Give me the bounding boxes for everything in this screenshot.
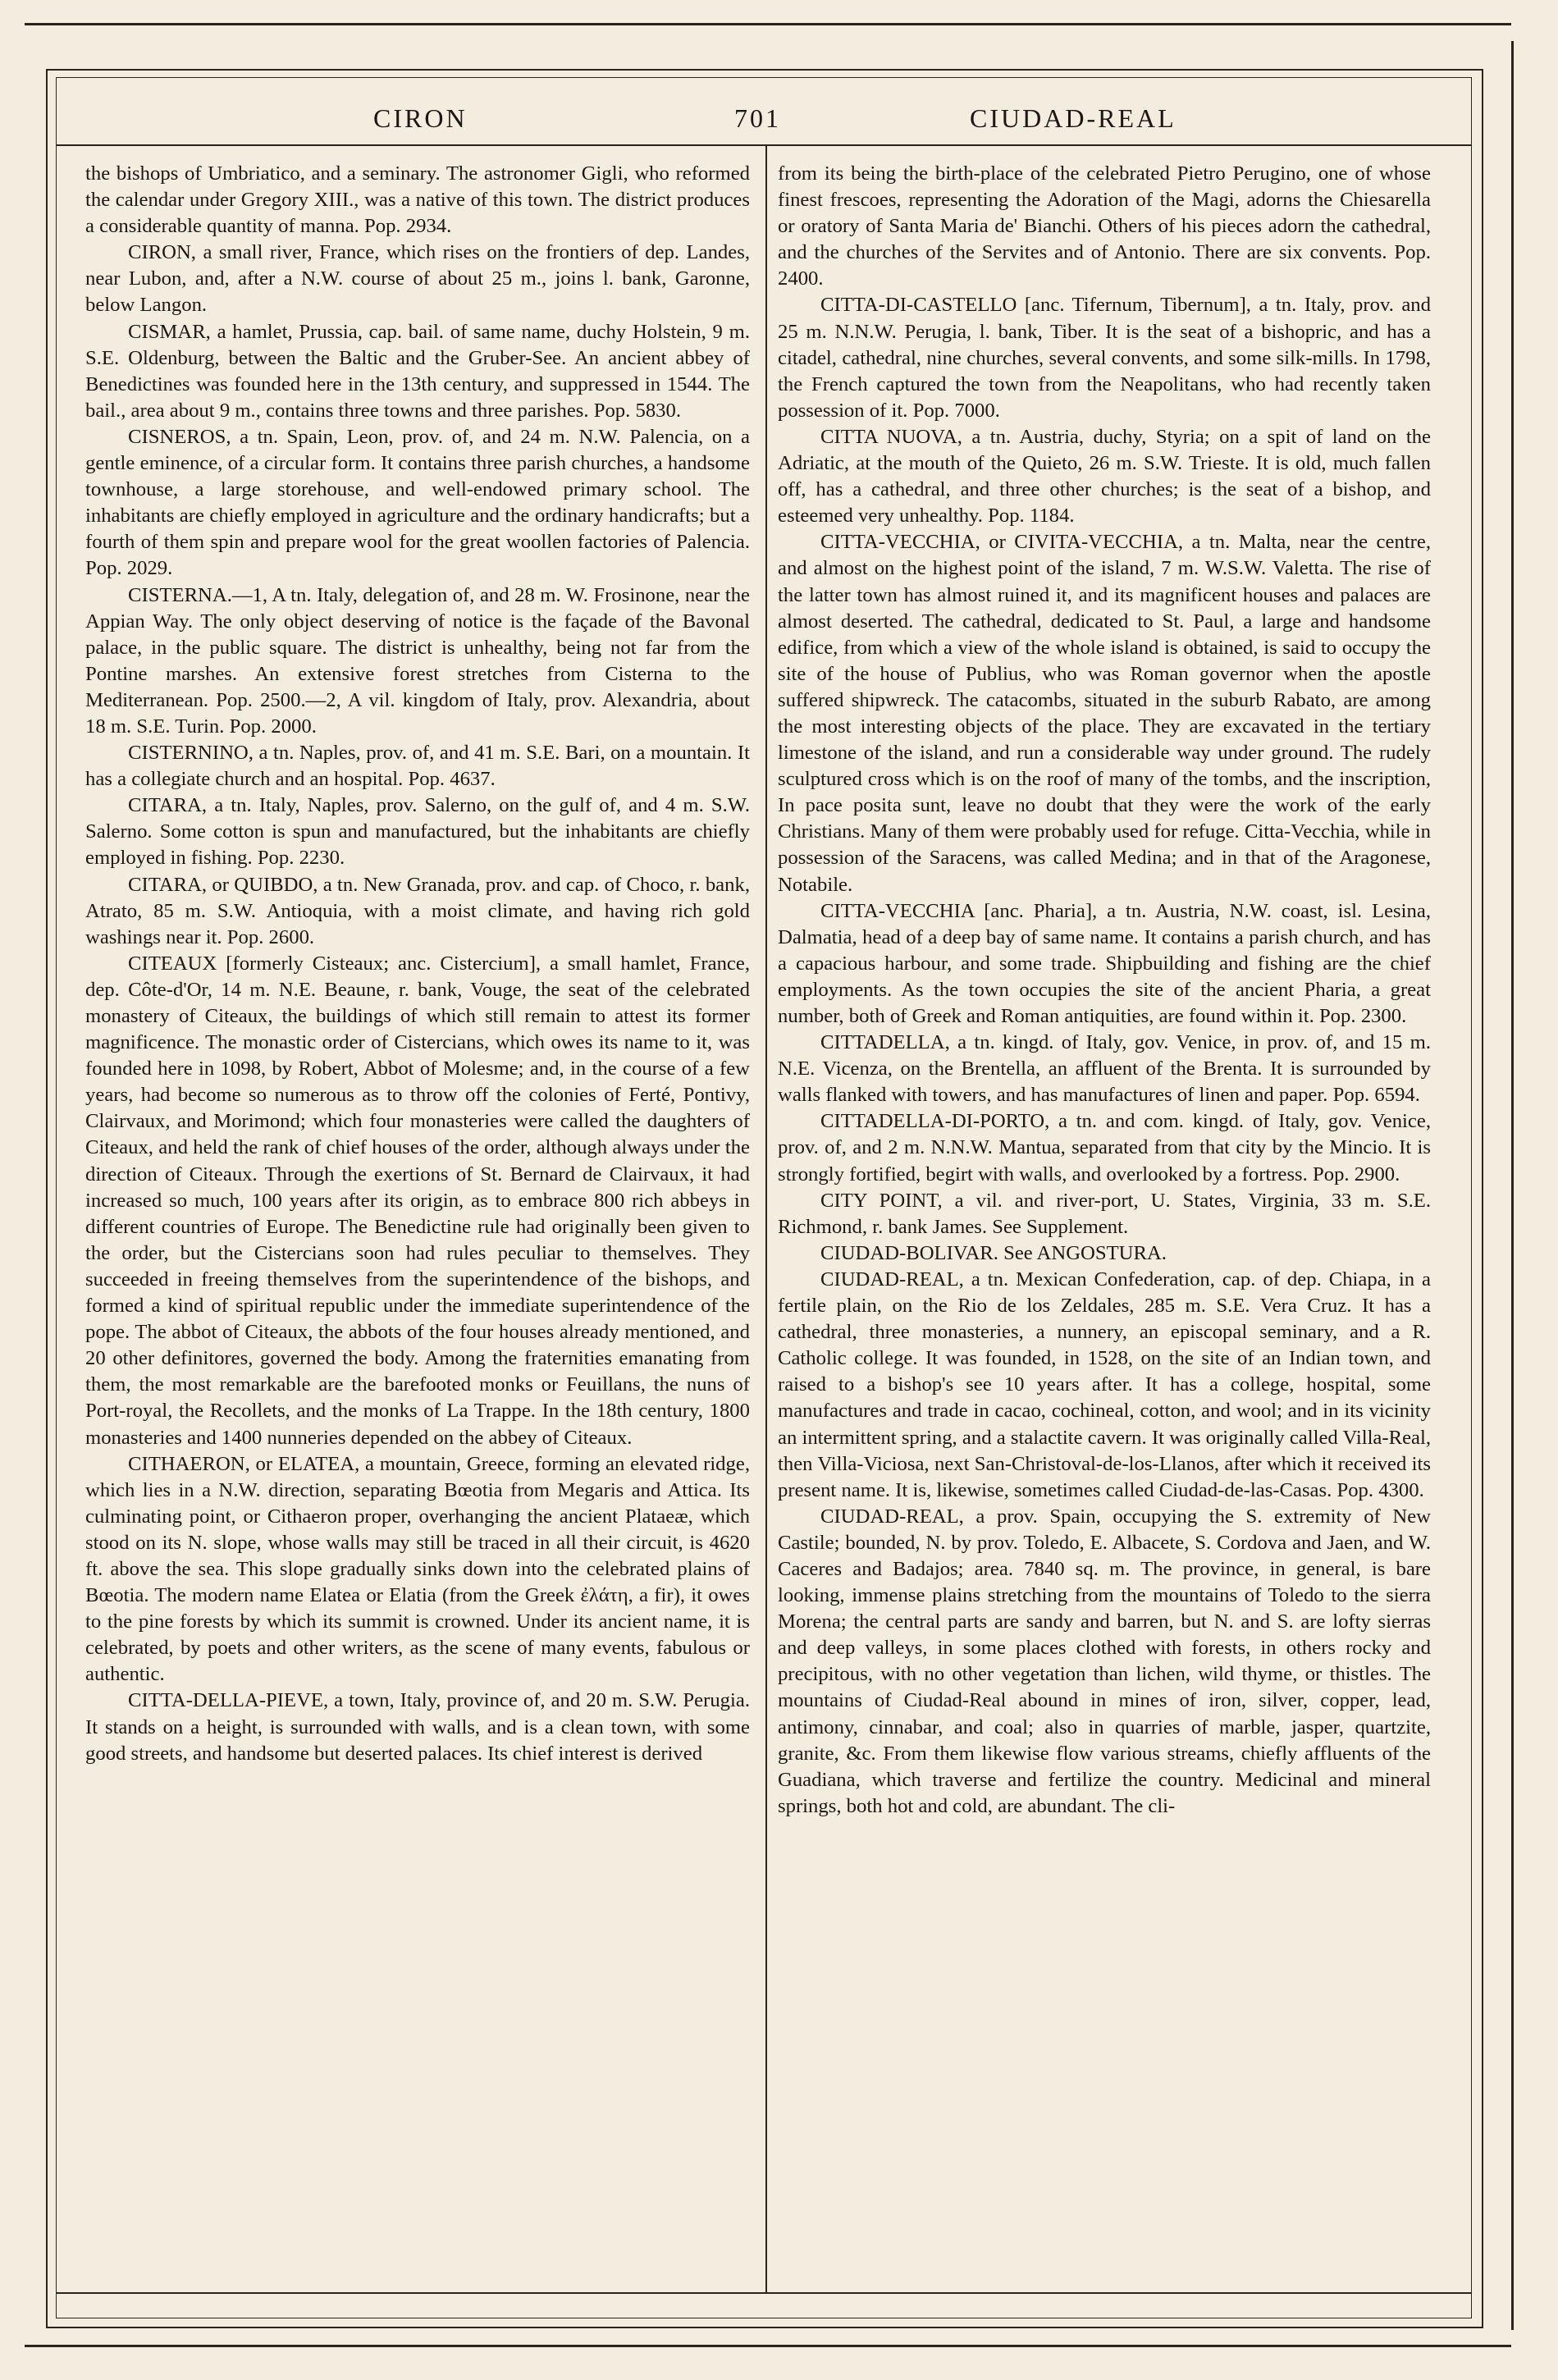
entry-ciudad-real-spain: CIUDAD-REAL, a prov. Spain, occupying the S. extremity of New Castile; bounded, N. by prov. Toledo, E. Albacete, S. Cordova and Jaen, and W. Caceres and Badajos; area. 7840 sq. m. The province, in general, is bare looking, immense plains stretching from the mountains of Toledo to the sierra Morena; the central parts are sandy and barren, but N. and S. are lofty sierras and deep valleys, in some places clothed with forests, in others rocky and precipitous, with no other vegetation than lichen, wild thyme, or thistles. The mountains of Ciudad-Real abound in mines of iron, silver, copper, lead, antimony, cinnabar, and coal; also in quarries of marble, jasper, quartzite, granite, &c. From them likewise flow various streams, chiefly affluents of the Guadiana, which traverse and fertilize the country. Medicinal and mineral springs, both hot and cold, are abundant. The cli-: [778, 1505, 1431, 1817]
entry-citta-vecchia-malta: CITTA-VECCHIA, or CIVITA-VECCHIA, a tn. Malta, near the centre, and almost on the highest point of the island, 7 m. W.S.W. Valetta. The rise of the latter town has almost ruined it, and its magnificent houses and palaces are almost deserted. The cathedral, dedicated to St. Paul, a large and handsome edifice, from which a view of the whole island is obtained, is said to occupy the site of the house of Publius, who was Roman governor when the apostle suffered shipwreck. The catacombs, situated in the suburb Rabato, are among the most interesting objects of the place. They are excavated in the tertiary limestone of the island, and run a considerable way under ground. The rudely sculptured cross which is on the roof of many of the tombs, and the inscription, In pace posita sunt, leave no doubt that they were the work of the early Christians. Many of them were probably used for refuge. Citta-Vecchia, while in possession of the Saracens, was called Medina; and in that of the Aragonese, Notabile.: [778, 531, 1431, 896]
entry-citta-di-castello: CITTA-DI-CASTELLO [anc. Tifernum, Tibernum], a tn. Italy, prov. and 25 m. N.N.W. Perugia, l. bank, Tiber. It is the seat of a bishopric, and has a citadel, cathedral, nine churches, several convents, and some silk-mills. In 1798, the French captured the town from the Neapolitans, who had recently taken possession of it. Pop. 7000.: [778, 294, 1431, 422]
top-outer-rule: [25, 23, 1511, 25]
entry-cisterna: CISTERNA.—1, A tn. Italy, delegation of, and 28 m. W. Frosinone, near the Appian Way. The only object deserving of notice is the façade of the Bavonal palace, in the public square. The district is unhealthy, being not far from the Pontine marshes. An extensive forest stretches from Cisterna to the Mediterranean. Pop. 2500.—2, A vil. kingdom of Italy, prov. Alexandria, about 18 m. S.E. Turin. Pop. 2000.: [85, 583, 750, 738]
entry-citeaux: CITEAUX [formerly Cisteaux; anc. Cistercium], a small hamlet, France, dep. Côte-d'Or, 14 m. N.E. Beaune, r. bank, Vouge, the seat of the celebrated monastery of Citeaux, the buildings of which still remain to attest its former magnificence. The monastic order of Cistercians, which owes its name to it, was founded here in 1098, by Robert, Abbot of Molesme; and, in the course of a few years, had become so numerous as to throw off the colonies of Ferté, Pontivy, Clairvaux, and Morimond; which four monasteries were called the daughters of Citeaux, and held the rank of chief houses of the order, although always under the direction of Citeaux. Through the exertions of St. Bernard de Clairvaux, it had increased so much, 100 years after its origin, as to embrace 800 rich abbeys in different countries of Europe. The Benedictine rule had originally been given to the order, but the Cistercians soon had rules peculiar to themselves. They succeeded in freeing themselves from the superintendence of the bishops, and formed a kind of spiritual republic under the immediate superintendence of the pope. The abbot of Citeaux, the abbots of the four houses already mentioned, and 20 other definitores, governed the body. Among the fraternities emanating from them, the most remarkable are the barefooted monks or Feuillans, the nuns of Port-royal, the Recollets, and the monks of La Trappe. In the 18th century, 1800 monasteries and 1400 nunneries depended on the abbey of Citeaux.: [85, 952, 750, 1449]
page-number: 701: [734, 103, 781, 133]
entry-cittadella: CITTADELLA, a tn. kingd. of Italy, gov. Venice, in prov. of, and 15 m. N.E. Vicenza, on the Brentella, an affluent of the Brenta. It is surrounded by walls flanked with towers, and has manufactures of linen and paper. Pop. 6594.: [778, 1031, 1431, 1107]
entry-citta-vecchia-dalmatia: CITTA-VECCHIA [anc. Pharia], a tn. Austria, N.W. coast, isl. Lesina, Dalmatia, head of a deep bay of same name. It contains a parish church, and has a capacious harbour, and some trade. Shipbuilding and fishing are the chief employments. As the town occupies the site of the ancient Pharia, a great number, both of Greek and Roman antiquities, are found within it. Pop. 2300.: [778, 899, 1431, 1027]
entry-cisneros: CISNEROS, a tn. Spain, Leon, prov. of, and 24 m. N.W. Palencia, on a gentle eminence, of a circular form. It contains three parish churches, a handsome townhouse, a large storehouse, and well-endowed primary school. The inhabitants are chiefly employed in agriculture and the ordinary handicrafts; but a fourth of them spin and prepare wool for the great woollen factories of Palencia. Pop. 2029.: [85, 425, 750, 580]
header-rule: [56, 144, 1472, 146]
entry-cittadella-di-porto: CITTADELLA-DI-PORTO, a tn. and com. kingd. of Italy, gov. Venice, prov. of, and 2 m. N.N.W. Mantua, separated from that city by the Mincio. It is strongly fortified, begirt with walls, and overlooked by a fortress. Pop. 2900.: [778, 1110, 1431, 1185]
running-head-right: CIUDAD-REAL: [970, 103, 1176, 133]
footer-rule: [56, 2292, 1472, 2294]
entry-continuation: the bishops of Umbriatico, and a seminary. The astronomer Gigli, who reformed the calendar under Gregory XIII., was a native of this town. The district produces a considerable quantity of manna. Pop. 2934.: [85, 162, 750, 238]
entry-citta-della-pieve: CITTA-DELLA-PIEVE, a town, Italy, province of, and 20 m. S.W. Perugia. It stands on a height, is surrounded with walls, and is a clean town, with some good streets, and handsome but deserted palaces. Its chief interest is derived: [85, 1689, 750, 1765]
entry-cithaeron: CITHAERON, or ELATEA, a mountain, Greece, forming an elevated ridge, which lies in a N.W. direction, separating Bœotia from Megaris and Attica. Its culminating point, or Cithaeron proper, overhanging the ancient Plataeæ, which stood on its N. slope, whose walls may still be traced in all their circuit, is 4620 ft. above the sea. This slope gradually sinks down into the celebrated plains of Bœotia. The modern name Elatea or Elatia (from the Greek ἐλάτη, a fir), it owes to the pine forests by which its summit is crowned. Under its ancient name, it is celebrated, by poets and other writers, as the scene of many events, fabulous or authentic.: [85, 1452, 750, 1686]
right-edge-rule: [1511, 41, 1514, 2330]
left-column: [85, 161, 750, 1767]
entry-city-point: CITY POINT, a vil. and river-port, U. States, Virginia, 33 m. S.E. Richmond, r. bank James. See Supplement.: [778, 1189, 1431, 1238]
column-divider: [765, 146, 767, 2292]
entry-ciudad-bolivar: CIUDAD-BOLIVAR. See ANGOSTURA.: [820, 1241, 1167, 1264]
entry-ciudad-real-mexico: CIUDAD-REAL, a tn. Mexican Confederation, cap. of dep. Chiapa, in a fertile plain, on the Rio de los Zeldales, 285 m. S.E. Vera Cruz. It has a cathedral, three monasteries, a nunnery, an episcopal seminary, and a R. Catholic college. It was founded, in 1528, on the site of an Indian town, and raised to a bishop's see 10 years after. It has a college, hospital, some manufactures and trade in cacao, cochineal, cotton, and wool; and in its vicinity an intermittent spring, and a stalactite cavern. It was originally called Villa-Real, then Villa-Viciosa, next San-Christoval-de-los-Llanos, after which it received its present name. It is, likewise, sometimes called Ciudad-de-las-Casas. Pop. 4300.: [778, 1268, 1432, 1501]
entry-citara-naples: CITARA, a tn. Italy, Naples, prov. Salerno, on the gulf of, and 4 m. S.W. Salerno. Some cotton is spun and manufactured, but the inhabitants are chiefly employed in fishing. Pop. 2230.: [85, 794, 750, 870]
entry-cisternino: CISTERNINO, a tn. Naples, prov. of, and 41 m. S.E. Bari, on a mountain. It has a collegiate church and an hospital. Pop. 4637.: [85, 742, 750, 791]
bottom-outer-rule: [25, 2345, 1511, 2347]
entry-citara-granada: CITARA, or QUIBDO, a tn. New Granada, prov. and cap. of Choco, r. bank, Atrato, 85 m. S.W. Antioquia, with a moist climate, and having rich gold washings near it. Pop. 2600.: [85, 873, 750, 948]
entry-cismar: CISMAR, a hamlet, Prussia, cap. bail. of same name, duchy Holstein, 9 m. S.E. Oldenburg, between the Baltic and the Gruber-See. An ancient abbey of Benedictines was founded here in the 13th century, and suppressed in 1544. The bail., area about 9 m., contains three towns and three parishes. Pop. 5830.: [85, 320, 750, 422]
running-head-left: CIRON: [373, 103, 468, 133]
right-column: [778, 161, 1431, 1820]
entry-ciron: CIRON, a small river, France, which rises on the frontiers of dep. Landes, near Lubon, and, after a N.W. course of about 25 m., joins l. bank, Garonne, below Langon.: [85, 241, 750, 317]
entry-citta-nuova: CITTA NUOVA, a tn. Austria, duchy, Styria; on a spit of land on the Adriatic, at the mouth of the Quieto, 26 m. S.W. Trieste. It is old, much fallen off, has a cathedral, and three other churches; is the seat of a bishop, and esteemed very unhealthy. Pop. 1184.: [778, 425, 1431, 528]
entry-continuation-right: from its being the birth-place of the celebrated Pietro Perugino, one of whose finest frescoes, representing the Adoration of the Magi, adorns the Chiesarella or oratory of Santa Maria de' Bianchi. Others of his pieces adorn the cathedral, and the churches of the Servites and of Antonio. There are six convents. Pop. 2400.: [778, 162, 1431, 290]
